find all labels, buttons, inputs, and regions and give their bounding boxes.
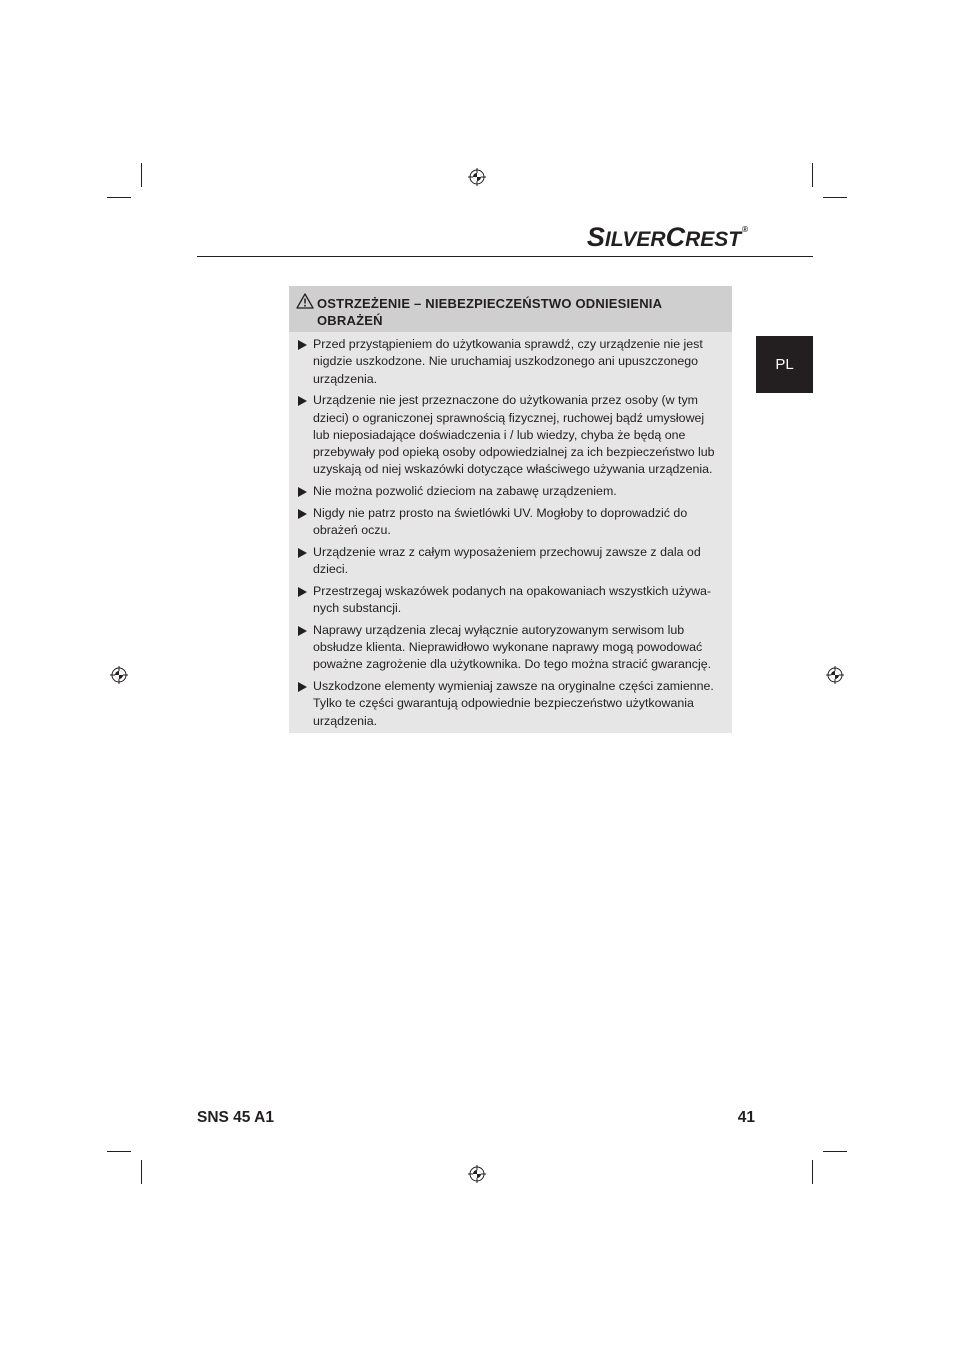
- crop-mark: [812, 1160, 813, 1184]
- registration-mark-icon: [468, 1165, 486, 1183]
- crop-mark: [823, 1151, 847, 1152]
- warning-list: [289, 332, 732, 730]
- arrow-bullet-icon: [298, 487, 307, 497]
- list-item: Naprawy urządzenia zlecaj wyłącznie autoryzowanym serwisom lub obsłudze klienta. Nieprawidłowo wykonane naprawy mogą powodować poważne zagrożenie dla użytkownika. Do tego można stracić gwarancję.: [289, 622, 732, 674]
- registration-mark-icon: [468, 168, 486, 186]
- header-rule: [197, 256, 813, 257]
- warning-title-line: OSTRZEŻENIE – NIEBEZPIECZEŃSTWO ODNIESIENIA: [317, 296, 663, 311]
- model-number: SNS 45 A1: [197, 1109, 274, 1126]
- warning-header: [289, 286, 732, 332]
- arrow-bullet-icon: [298, 340, 307, 350]
- crop-mark: [812, 163, 813, 187]
- arrow-bullet-icon: [298, 548, 307, 558]
- arrow-bullet-icon: [298, 626, 307, 636]
- arrow-bullet-icon: [298, 682, 307, 692]
- arrow-bullet-icon: [298, 396, 307, 406]
- crop-mark: [823, 197, 847, 198]
- list-item: Urządzenie wraz z całym wyposażeniem przechowuj zawsze z dala od dzieci.: [289, 544, 732, 579]
- list-item: Uszkodzone elementy wymieniaj zawsze na oryginalne części zamienne. Tylko te części gwarantują odpowiednie bezpieczeństwo użytkowania urządzenia.: [289, 678, 732, 730]
- warning-title-line: OBRAŻEŃ: [317, 313, 383, 328]
- arrow-bullet-icon: [298, 587, 307, 597]
- page-number: 41: [737, 1109, 755, 1126]
- warning-box: [289, 286, 732, 733]
- list-item: Nigdy nie patrz prosto na świetlówki UV. Mogłoby to doprowadzić do obrażeń oczu.: [289, 505, 732, 540]
- arrow-bullet-icon: [298, 509, 307, 519]
- language-tab-label: PL: [775, 356, 794, 373]
- registration-mark-icon: [110, 666, 128, 684]
- list-item: Urządzenie nie jest przeznaczone do użytkowania przez osoby (w tym dzieci) o ograniczonej sprawnością fizycznej, ruchowej bądź umysłowej lub nieposiadające doświadczenia i / lub wiedzy, chyba że będą one przebywały pod opieką osoby odpowiedzialnej za ich bezpieczeństwo lub uzyskają od niej wskazówki dotyczące właściwego używania urządzenia.: [289, 392, 732, 478]
- crop-mark: [107, 1151, 131, 1152]
- crop-mark: [107, 197, 131, 198]
- crop-mark: [141, 163, 142, 187]
- list-item: Przed przystąpieniem do użytkowania sprawdź, czy urządzenie nie jest nigdzie uszkodzone. Nie uruchamiaj uszkodzonego ani upuszczonego urządzenia.: [289, 336, 732, 388]
- warning-title: [317, 295, 717, 329]
- list-item: Nie można pozwolić dzieciom na zabawę urządzeniem.: [289, 483, 732, 500]
- warning-triangle-icon: [296, 293, 314, 309]
- language-tab: [756, 336, 813, 393]
- registration-mark-icon: [826, 666, 844, 684]
- brand-logo: SILVERCREST®: [586, 222, 748, 252]
- list-item: Przestrzegaj wskazówek podanych na opakowaniach wszystkich używa- nych substancji.: [289, 583, 732, 618]
- crop-mark: [141, 1160, 142, 1184]
